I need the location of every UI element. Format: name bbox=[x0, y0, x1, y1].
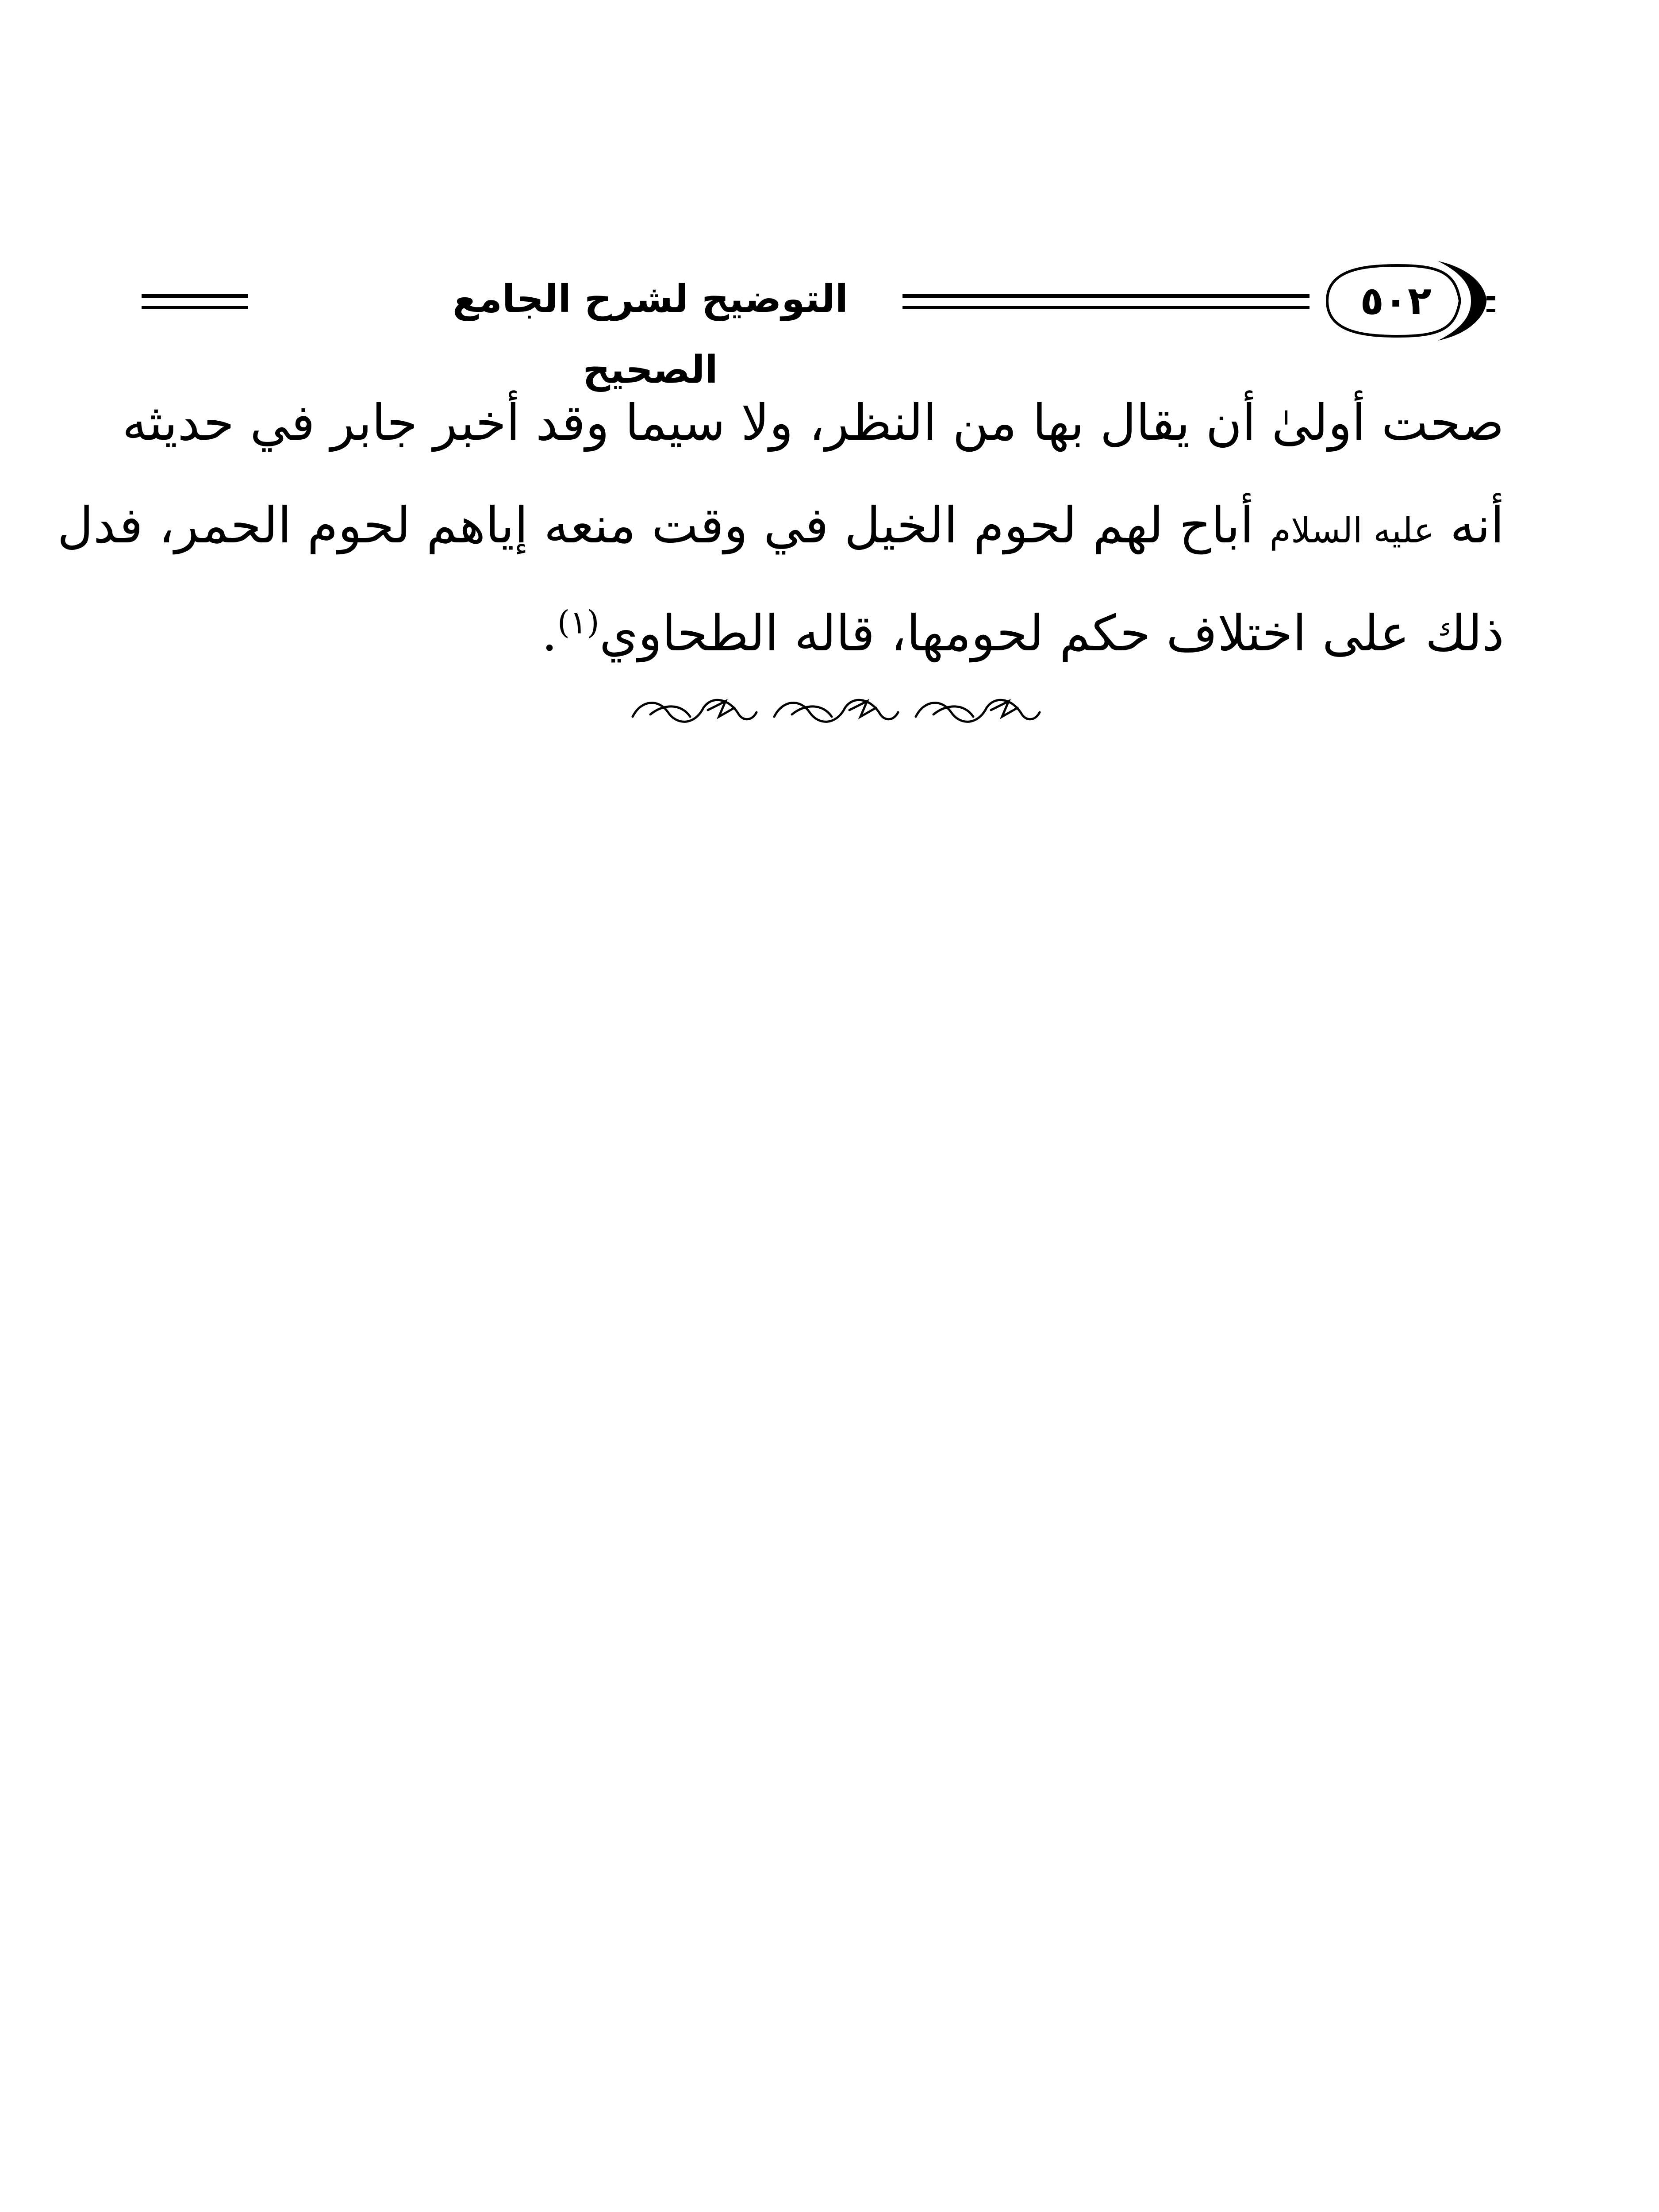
running-header bbox=[142, 248, 1522, 392]
main-text bbox=[57, 372, 1504, 685]
text-line-3-end: . bbox=[541, 605, 557, 662]
decorative-divider-icon bbox=[624, 690, 1048, 734]
text-line-1: صحت أولىٰ أن يقال بها من النظر، ولا سيما وقد أخبر جابر في حديثه bbox=[122, 394, 1504, 452]
header-rule-middle-thin bbox=[902, 306, 1310, 309]
text-line-2 bbox=[57, 474, 1504, 582]
text-line-2-start: أنه bbox=[1450, 497, 1504, 554]
page-number-badge bbox=[1310, 252, 1495, 349]
text-line-3-main: ذلك على اختلاف حكم لحومها، قاله الطحاوي bbox=[599, 605, 1504, 662]
footnote-reference: (١) bbox=[557, 603, 599, 641]
page-number: ٥٠٢ bbox=[1360, 278, 1432, 323]
text-line-3 bbox=[159, 582, 1504, 685]
header-rule-left-thin bbox=[142, 306, 248, 309]
header-title: التوضيح لشرح الجامع الصحيح bbox=[411, 264, 889, 405]
header-rule-left bbox=[142, 294, 248, 298]
header-rule-middle bbox=[902, 294, 1310, 298]
honorific-glyph: عليه السلام bbox=[1269, 511, 1435, 551]
text-line-2-end: أباح لهم لحوم الخيل في وقت منعه إياهم لحوم الحمر، فدل bbox=[57, 497, 1254, 554]
